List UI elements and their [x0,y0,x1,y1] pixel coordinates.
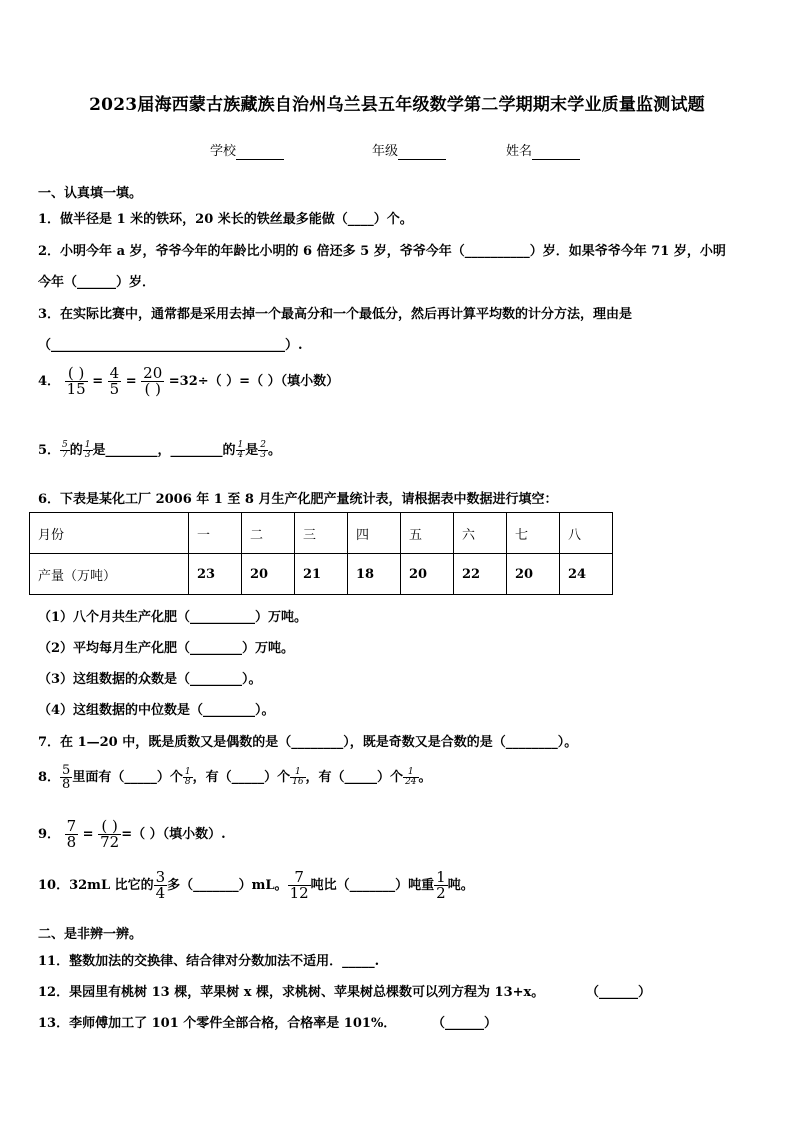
table-cell: 四 [348,513,401,554]
school-field[interactable] [210,140,284,160]
table-cell: 六 [454,513,507,554]
question-6-intro: 6．下表是某化工厂 2006 年 1 至 8 月生产化肥产量统计表，请根据表中数据进行填空： [38,492,558,507]
grade-label: 年级 [372,144,399,159]
question-1: 1．做半径是 1 米的铁环，20 米长的铁丝最多能做（____）个。 [38,212,413,227]
question-13: 13．李师傅加工了 101 个零件全部合格，合格率是 101%． [38,1016,397,1031]
table-cell: 五 [401,513,454,554]
page-title: 2023届海西蒙古族藏族自治州乌兰县五年级数学第二学期期末学业质量监测试题 [89,95,705,115]
school-label: 学校 [210,144,237,159]
table-cell: 21 [295,554,348,595]
table-row [30,554,613,595]
production-table [29,512,613,595]
question-12-blank[interactable]: （______） [586,985,652,1000]
table-cell: 22 [454,554,507,595]
table-cell: 七 [507,513,560,554]
table-cell: 24 [560,554,613,595]
question-2-line2: 今年（______）岁． [38,275,156,290]
table-cell: 20 [507,554,560,595]
question-3-line2: （____________________________________）. [38,338,303,353]
question-5: 5． $\frac{5}{7}$ 的 $\frac{1}{3}$ 是________，________的 $\frac{1}{4}$ 是 $\frac{2}{3}$ 。 [38,440,282,460]
table-cell: 20 [242,554,295,595]
question-13-blank[interactable]: （______） [432,1016,498,1031]
table-cell: 一 [189,513,242,554]
table-cell: 18 [348,554,401,595]
table-cell: 三 [295,513,348,554]
question-11: 11．整数加法的交换律、结合律对分数加法不适用．_____. [38,954,380,969]
fraction: $\frac{( )}{15}$ [66,364,86,398]
table-row [30,513,613,554]
question-6-sub4: （4）这组数据的中位数是（________）。 [38,703,275,718]
fraction: $\frac{4}{5}$ [109,364,120,398]
table-header-cell: 产量（万吨） [30,554,189,595]
table-cell: 23 [189,554,242,595]
question-12: 12．果园里有桃树 13 棵，苹果树 x 棵，求桃树、苹果树总棵数可以列方程为 13+x。 [38,985,545,1000]
question-6-sub1: （1）八个月共生产化肥（__________）万吨。 [38,610,308,625]
question-4: 4． $\frac{( )}{15}$ = $\frac{4}{5}$ = $\frac{20}{( )}$ =32÷（ ）=（ ）（填小数） [38,364,340,398]
table-cell: 二 [242,513,295,554]
question-10: 10．32mL 比它的 $\frac{3}{4}$ 多（_______）mL。 $\frac{7}{12}$ 吨比（_______）吨重 $\frac{1}{2}$ 吨。 [38,868,474,902]
fraction: $\frac{20}{( )}$ [143,364,163,398]
question-6-sub3: （3）这组数据的众数是（________）。 [38,672,262,687]
question-2-line1: 2．小明今年 a 岁，爷爷今年的年龄比小明的 6 倍还多 5 岁，爷爷今年（__________）岁．如果爷爷今年 71 岁，小明 [38,244,726,259]
question-3-line1: 3．在实际比赛中，通常都是采用去掉一个最高分和一个最低分，然后再计算平均数的计分方法，理由是 [38,307,633,322]
table-header-cell: 月份 [30,513,189,554]
table-cell: 20 [401,554,454,595]
grade-field[interactable] [372,140,446,160]
name-label: 姓名 [506,144,533,159]
name-field[interactable] [506,140,580,160]
table-cell: 八 [560,513,613,554]
question-7: 7．在 1—20 中，既是质数又是偶数的是（________），既是奇数又是合数的是（________）。 [38,735,578,750]
question-6-sub2: （2）平均每月生产化肥（________）万吨。 [38,641,295,656]
question-8: 8． $\frac{5}{8}$ 里面有（_____）个 $\frac{1}{8}$ ，有（_____）个 $\frac{1}{16}$ ，有（_____）个 $\frac{1}{24}$ 。 [38,763,432,792]
section1-heading: 一、认真填一填。 [38,186,143,201]
question-9: 9． $\frac{7}{8}$ = $\frac{( )}{72}$ =（ ）（填小数）. [38,817,226,851]
section2-heading: 二、是非辨一辨。 [38,927,143,942]
